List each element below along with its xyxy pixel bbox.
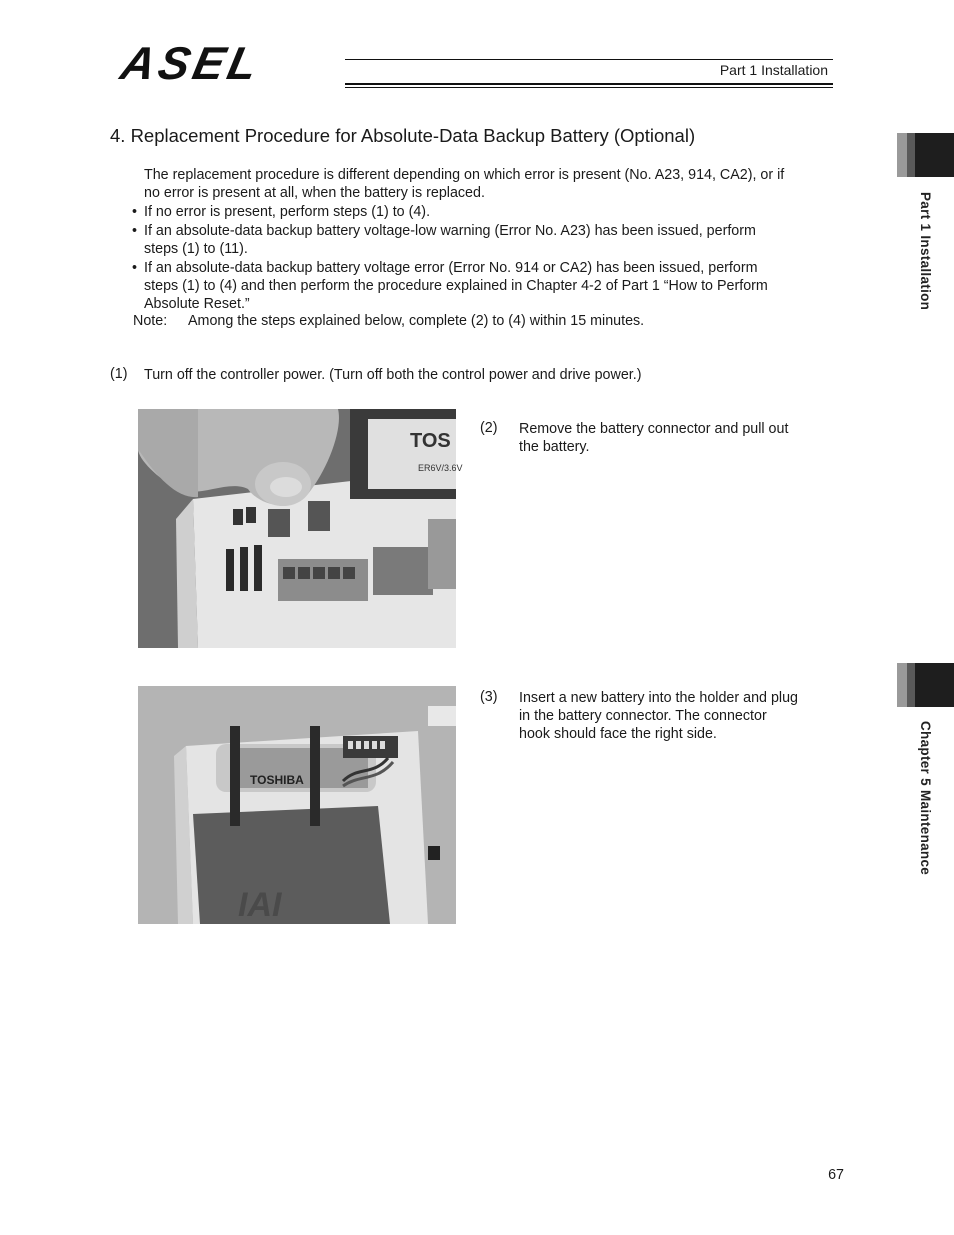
step-2-text-line-1: Remove the battery connector and pull out	[519, 421, 789, 437]
step-2-number: (2)	[480, 420, 498, 436]
step-3-text-line-1: Insert a new battery into the holder and plug	[519, 690, 798, 706]
section-title: 4. Replacement Procedure for Absolute-Data Backup Battery (Optional)	[110, 125, 696, 146]
bullet-dot: •	[132, 204, 138, 220]
note-text: Among the steps explained below, complete (2) to (4) within 15 minutes.	[188, 313, 645, 329]
intro-line-1: The replacement procedure is different depending on which error is present (No. A23, 914, CA2), or if	[144, 167, 785, 183]
header-rule-thin	[345, 87, 833, 88]
bullet-text-cont: steps (1) to (11).	[144, 241, 248, 257]
step-3-text-line-2: in the battery connector. The connector	[519, 708, 767, 724]
photo2-brand: IAI	[238, 886, 282, 924]
photo2-battery-label: TOSHIBA	[250, 773, 304, 787]
side-tab-chapter5-label: Chapter 5 Maintenance	[918, 721, 933, 876]
photo1-battery-label: TOS	[410, 430, 451, 452]
asel-logo: ASEL	[116, 37, 267, 89]
header-part-label: Part 1 Installation	[719, 62, 828, 78]
side-tab-chapter5	[897, 663, 954, 707]
bullet-dot: •	[132, 260, 138, 276]
photo1-battery-spec: ER6V/3.6V	[418, 463, 463, 473]
step-1-text: Turn off the controller power. (Turn off both the control power and drive power.)	[144, 367, 642, 383]
bullet-text: If no error is present, perform steps (1) to (4).	[144, 204, 431, 220]
bullet-text-cont: steps (1) to (4) and then perform the procedure explained in Chapter 4-2 of Part 1 “How to Perform	[144, 278, 768, 294]
side-tab-part1-label: Part 1 Installation	[918, 192, 933, 311]
bullet-dot: •	[132, 223, 138, 239]
photo-insert-battery	[138, 686, 456, 924]
step-3-text-line-3: hook should face the right side.	[519, 726, 717, 742]
intro-line-2: no error is present at all, when the battery is replaced.	[144, 185, 485, 201]
photo-remove-battery	[138, 409, 463, 648]
header-rule-top	[345, 59, 833, 60]
bullet-text-cont: Absolute Reset.”	[144, 296, 250, 312]
note-label: Note:	[133, 313, 168, 329]
bullet-text: If an absolute-data backup battery voltage error (Error No. 914 or CA2) has been issued, perform	[144, 260, 758, 276]
step-3-number: (3)	[480, 689, 498, 705]
header-rule	[345, 83, 833, 85]
step-1-number: (1)	[110, 366, 128, 382]
bullet-text: If an absolute-data backup battery voltage-low warning (Error No. A23) has been issued, perform	[144, 223, 756, 239]
side-tab-part1	[897, 133, 954, 177]
page-number: 67	[828, 1167, 844, 1183]
step-2-text-line-2: the battery.	[519, 439, 590, 455]
